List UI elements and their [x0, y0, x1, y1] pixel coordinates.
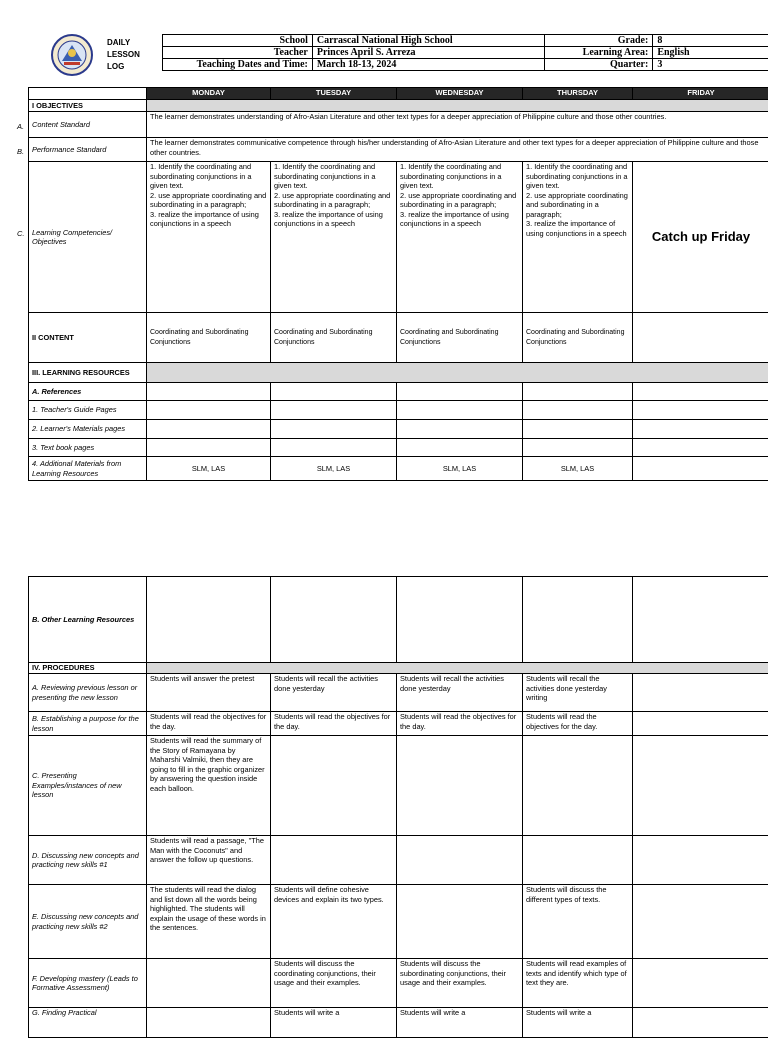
dates-value: March 18-13, 2024	[312, 59, 545, 71]
other-resources-label: B. Other Learning Resources	[29, 577, 147, 663]
procedure-b-tuesday: Students will read the objectives for the day.	[271, 712, 397, 736]
additional-tuesday: SLM, LAS	[271, 457, 397, 481]
procedure-b-monday: Students will read the objectives for the day.	[147, 712, 271, 736]
competency-wednesday: 1. Identify the coordinating and subordinating conjunctions in a given text. 2. use appropriate coordinating and subordinating in a paragraph; 3. realize the importance of using conjunctions in a speech	[397, 162, 523, 313]
letter-c: C.	[17, 229, 25, 238]
procedure-g-wednesday: Students will write a	[397, 1008, 523, 1038]
procedure-c-thursday	[523, 736, 633, 836]
procedure-a-friday	[633, 674, 768, 712]
competency-tuesday: 1. Identify the coordinating and subordinating conjunctions in a given text. 2. use appropriate coordinating and subordinating in a paragraph; 3. realize the importance of using conjunctions in a speech	[271, 162, 397, 313]
area-label: Learning Area:	[545, 47, 653, 59]
teacher-value: Princes April S. Arreza	[312, 47, 545, 59]
procedures-heading: IV. PROCEDURES	[29, 663, 147, 674]
day-header-tuesday: TUESDAY	[271, 88, 397, 100]
procedure-d-thursday	[523, 836, 633, 885]
procedure-b-friday	[633, 712, 768, 736]
procedure-e-thursday: Students will discuss the different types of texts.	[523, 885, 633, 959]
competency-thursday: 1. Identify the coordinating and subordinating conjunctions in a given text. 2. use appropriate coordinating and subordinating in a paragraph; 3. realize the importance of using conjunctions in a speech	[523, 162, 633, 313]
procedure-g-monday	[147, 1008, 271, 1038]
additional-wednesday: SLM, LAS	[397, 457, 523, 481]
day-header-monday: MONDAY	[147, 88, 271, 100]
content-standard-label: Content Standard	[29, 112, 147, 138]
procedure-g-thursday: Students will write a	[523, 1008, 633, 1038]
deped-seal-logo	[40, 33, 104, 77]
content-monday: Coordinating and Subordinating Conjunctions	[147, 313, 271, 363]
procedure-b-thursday: Students will read the objectives for the day.	[523, 712, 633, 736]
dates-label: Teaching Dates and Time:	[163, 59, 313, 71]
procedures-table	[28, 576, 768, 1038]
quarter-value: 3	[653, 59, 768, 71]
procedure-d-tuesday	[271, 836, 397, 885]
procedure-a-wednesday: Students will recall the activities done yesterday	[397, 674, 523, 712]
learners-materials-label: 2. Learner's Materials pages	[29, 420, 147, 439]
procedure-f-label: F. Developing mastery (Leads to Formative Assessment)	[29, 959, 147, 1008]
procedure-a-thursday: Students will recall the activities done yesterday writing	[523, 674, 633, 712]
catch-up-friday: Catch up Friday	[633, 162, 768, 313]
procedure-a-tuesday: Students will recall the activities done yesterday	[271, 674, 397, 712]
procedure-f-tuesday: Students will discuss the coordinating conjunctions, their usage and their examples.	[271, 959, 397, 1008]
procedure-e-label: E. Discussing new concepts and practicing new skills #2	[29, 885, 147, 959]
procedure-d-friday	[633, 836, 768, 885]
content-thursday: Coordinating and Subordinating Conjunctions	[523, 313, 633, 363]
procedure-e-wednesday	[397, 885, 523, 959]
performance-standard-text: The learner demonstrates communicative competence through his/her understanding of Afro-Asian Literature and other text types for a deeper appreciation of Philippine culture and those other countries.	[147, 138, 768, 162]
dll-title-2: LESSON	[107, 49, 140, 61]
procedure-c-tuesday	[271, 736, 397, 836]
procedure-d-label: D. Discussing new concepts and practicing new skills #1	[29, 836, 147, 885]
procedure-d-monday: Students will read a passage, "The Man with the Coconuts" and answer the follow up questions.	[147, 836, 271, 885]
objectives-table	[28, 87, 768, 481]
procedure-e-friday	[633, 885, 768, 959]
procedure-g-label: G. Finding Practical	[29, 1008, 147, 1038]
teachers-guide-label: 1. Teacher's Guide Pages	[29, 401, 147, 420]
teacher-label: Teacher	[163, 47, 313, 59]
procedure-c-friday	[633, 736, 768, 836]
content-heading: II CONTENT	[29, 313, 147, 363]
procedure-c-monday: Students will read the summary of the Story of Ramayana by Maharshi Valmiki, then they are going to fill in the graphic organizer by answering the question inside each balloon.	[147, 736, 271, 836]
competencies-label: Learning Competencies/ Objectives	[29, 162, 147, 313]
procedure-d-wednesday	[397, 836, 523, 885]
competency-monday: 1. Identify the coordinating and subordinating conjunctions in a given text. 2. use appropriate coordinating and subordinating in a paragraph; 3. realize the importance of using conjunctions in a speech	[147, 162, 271, 313]
content-tuesday: Coordinating and Subordinating Conjunctions	[271, 313, 397, 363]
procedure-g-friday	[633, 1008, 768, 1038]
procedure-f-friday	[633, 959, 768, 1008]
additional-thursday: SLM, LAS	[523, 457, 633, 481]
procedure-c-wednesday	[397, 736, 523, 836]
additional-monday: SLM, LAS	[147, 457, 271, 481]
dll-title-3: LOG	[107, 61, 124, 73]
procedure-a-label: A. Reviewing previous lesson or presenting the new lesson	[29, 674, 147, 712]
dll-title-1: DAILY	[107, 37, 130, 49]
additional-materials-label: 4. Additional Materials from Learning Resources	[29, 457, 147, 481]
procedure-f-wednesday: Students will discuss the subordinating conjunctions, their usage and their examples.	[397, 959, 523, 1008]
objectives-heading: I OBJECTIVES	[29, 100, 147, 112]
procedure-c-label: C. Presenting Examples/instances of new lesson	[29, 736, 147, 836]
day-header-thursday: THURSDAY	[523, 88, 633, 100]
area-value: English	[653, 47, 768, 59]
letter-a: A.	[17, 122, 24, 131]
procedure-a-monday: Students will answer the pretest	[147, 674, 271, 712]
content-standard-text: The learner demonstrates understanding of Afro-Asian Literature and other text types for a deeper appreciation of Philippine culture and those other countries.	[147, 112, 768, 138]
performance-standard-label: Performance Standard	[29, 138, 147, 162]
grade-label: Grade:	[545, 35, 653, 47]
school-label: School	[163, 35, 313, 47]
procedure-f-thursday: Students will read examples of texts and identify which type of text they are.	[523, 959, 633, 1008]
procedure-f-monday	[147, 959, 271, 1008]
textbook-label: 3. Text book pages	[29, 439, 147, 457]
school-value: Carrascal National High School	[312, 35, 545, 47]
references-label: A. References	[29, 383, 147, 401]
procedure-g-tuesday: Students will write a	[271, 1008, 397, 1038]
letter-b: B.	[17, 147, 24, 156]
procedure-e-tuesday: Students will define cohesive devices and explain its two types.	[271, 885, 397, 959]
grade-value: 8	[653, 35, 768, 47]
procedure-b-wednesday: Students will read the objectives for the day.	[397, 712, 523, 736]
procedure-e-monday: The students will read the dialog and list down all the words being highlighted. The students will explain the usage of these words in the sentences.	[147, 885, 271, 959]
quarter-label: Quarter:	[545, 59, 653, 71]
day-header-friday: FRIDAY	[633, 88, 768, 100]
day-header-wednesday: WEDNESDAY	[397, 88, 523, 100]
resources-heading: III. LEARNING RESOURCES	[29, 363, 147, 383]
procedure-b-label: B. Establishing a purpose for the lesson	[29, 712, 147, 736]
header-info-table	[162, 34, 768, 71]
content-wednesday: Coordinating and Subordinating Conjunctions	[397, 313, 523, 363]
